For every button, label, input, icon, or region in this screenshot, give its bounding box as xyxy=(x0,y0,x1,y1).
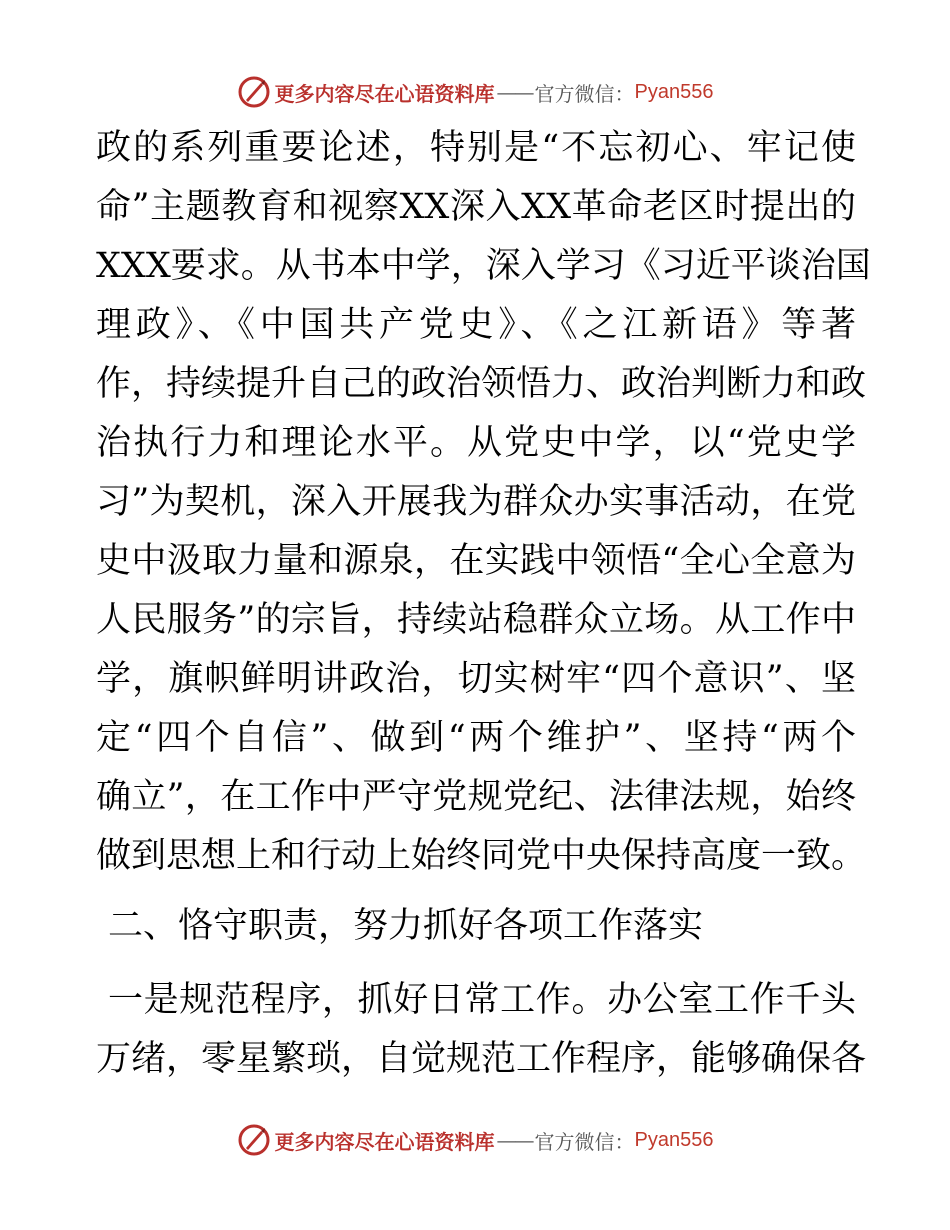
paragraph-line: 政的系列重要论述，特别是“不忘初心、牢记使 xyxy=(96,128,856,168)
section-heading: 二、恪守职责，努力抓好各项工作落实 xyxy=(108,906,704,946)
watermark-official-label: 官方微信： xyxy=(534,1129,635,1154)
header-watermark xyxy=(0,72,950,112)
paragraph-line: 定“四个自信”、做到“两个维护”、坚持“两个 xyxy=(96,718,856,758)
paragraph-line: 作，持续提升自己的政治领悟力、政治判断力和政 xyxy=(96,364,867,404)
paragraph-line: 学，旗帜鲜明讲政治，切实树牢“四个意识”、坚 xyxy=(96,659,856,699)
quill-pen-logo-icon xyxy=(237,1123,271,1157)
paragraph-line: 治执行力和理论水平。从党史中学，以“党史学 xyxy=(96,423,856,463)
watermark-site-text: 更多内容尽在心语资料库 xyxy=(274,1129,495,1154)
watermark-site-text: 更多内容尽在心语资料库 xyxy=(274,81,495,106)
paragraph-line: XXX要求。从书本中学，深入学习《习近平谈治国 xyxy=(96,246,871,286)
paragraph-line: 习”为契机，深入开展我为群众办实事活动，在党 xyxy=(96,482,856,522)
paragraph-line: 人民服务”的宗旨，持续站稳群众立场。从工作中 xyxy=(96,600,856,640)
paragraph-line: 史中汲取力量和源泉，在实践中领悟“全心全意为 xyxy=(96,541,856,581)
paragraph-line: 做到思想上和行动上始终同党中央保持高度一致。 xyxy=(96,836,867,876)
watermark-dash: —— xyxy=(496,1128,533,1152)
paragraph-line: 一是规范程序，抓好日常工作。办公室工作千头 xyxy=(108,980,856,1020)
watermark-dash: —— xyxy=(496,80,533,104)
watermark-official-label: 官方微信： xyxy=(534,81,635,106)
paragraph-line: 理政》、《中国共产党史》、《之江新语》等著 xyxy=(96,305,856,345)
paragraph-line: 万绪，零星繁琐，自觉规范工作程序，能够确保各 xyxy=(96,1039,867,1079)
quill-pen-logo-icon xyxy=(237,75,271,109)
paragraph-line: 命”主题教育和视察XX深入XX革命老区时提出的 xyxy=(96,187,856,227)
watermark-wechat-id: Pyan556 xyxy=(634,1128,714,1151)
watermark-wechat-id: Pyan556 xyxy=(634,80,714,103)
paragraph-line: 确立”，在工作中严守党规党纪、法律法规，始终 xyxy=(96,777,856,817)
footer-watermark xyxy=(0,1120,950,1160)
